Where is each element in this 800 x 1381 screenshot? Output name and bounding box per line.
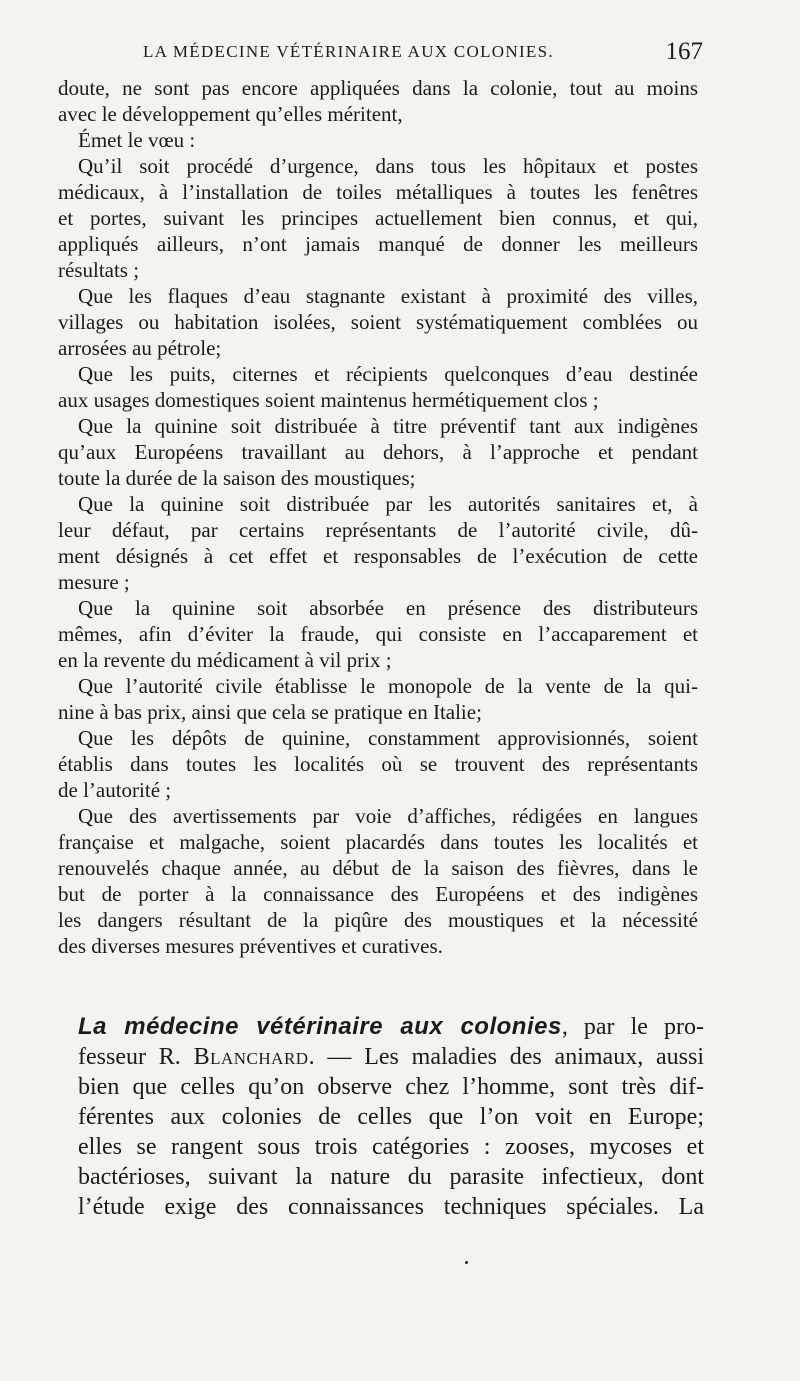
author-name: Blanchard [193, 1044, 309, 1070]
text-line: Que les flaques d’eau stagnante existant à proximité des villes, [78, 284, 698, 308]
section-line: l’étude exige des connaissances techniques spéciales. La [78, 1194, 704, 1220]
section-heading-line [78, 1012, 704, 1042]
text-line: renouvelés chaque année, au début de la saison des fièvres, dans le [58, 856, 698, 880]
text-line: leur défaut, par certains représentants de l’autorité civile, dû- [58, 518, 698, 542]
text-line: doute, ne sont pas encore appliquées dans la colonie, tout au moins [58, 76, 698, 100]
text-line: française et malgache, soient placardés dans toutes les localités et [58, 830, 698, 854]
text-line: Que la quinine soit distribuée par les autorités sanitaires et, à [78, 492, 698, 516]
text-line: établis dans toutes les localités où se trouvent des représentants [58, 752, 698, 776]
text-line: Que la quinine soit absorbée en présence des distributeurs [78, 596, 698, 620]
text-line: toute la durée de la saison des moustiques; [58, 466, 416, 490]
text-line: aux usages domestiques soient maintenus hermétiquement clos ; [58, 388, 599, 412]
text-line: médicaux, à l’installation de toiles métalliques à toutes les fenêtres [58, 180, 698, 204]
text-line: en la revente du médicament à vil prix ; [58, 648, 392, 672]
text-line: Que des avertissements par voie d’affiches, rédigées en langues [78, 804, 698, 828]
text-line: résultats ; [58, 258, 140, 282]
text-line: les dangers résultant de la piqûre des moustiques et la nécessité [58, 908, 698, 932]
text-line: avec le développement qu’elles méritent, [58, 102, 403, 126]
text-line: qu’aux Européens travaillant au dehors, à l’approche et pendant [58, 440, 698, 464]
text-line: Émet le vœu : [78, 128, 196, 152]
running-head: LA MÉDECINE VÉTÉRINAIRE AUX COLONIES. [143, 42, 554, 61]
text-line: mêmes, afin d’éviter la fraude, qui consiste en l’accaparement et [58, 622, 698, 646]
section-line: férentes aux colonies de celles que l’on voit en Europe; [78, 1104, 704, 1130]
page-header [143, 38, 703, 70]
text-line: mesure ; [58, 570, 130, 594]
text-line: ment désignés à cet effet et responsables de l’exécution de cette [58, 544, 698, 568]
text-line: nine à bas prix, ainsi que cela se pratique en Italie; [58, 700, 482, 724]
author-prefix: fesseur R. [78, 1044, 181, 1070]
text-line: but de porter à la connaissance des Européens et des indigènes [58, 882, 698, 906]
page-number: 167 [665, 38, 703, 65]
text-line: Que les dépôts de quinine, constamment approvisionnés, soient [78, 726, 698, 750]
section-line: elles se rangent sous trois catégories : zooses, mycoses et [78, 1134, 704, 1160]
section-title: La médecine vétérinaire aux colonies [78, 1013, 562, 1040]
text-line: Que l’autorité civile établisse le monopole de la vente de la qui- [78, 674, 698, 698]
author-line-rest: . — Les maladies des animaux, aussi [308, 1044, 705, 1070]
section-line: bien que celles qu’on observe chez l’homme, sont très dif- [78, 1074, 704, 1100]
text-line: Que la quinine soit distribuée à titre préventif tant aux indigènes [78, 414, 698, 438]
text-line: arrosées au pétrole; [58, 336, 222, 360]
section-line: bactérioses, suivant la nature du parasite infectieux, dont [78, 1164, 704, 1190]
text-line: Qu’il soit procédé d’urgence, dans tous les hôpitaux et postes [78, 154, 698, 178]
text-line: Que les puits, citernes et récipients quelconques d’eau destinée [78, 362, 698, 386]
section-title-tail: , par le pro- [561, 1014, 704, 1040]
section-author-line [78, 1042, 704, 1072]
text-line: et portes, suivant les principes actuellement bien connus, et qui, [58, 206, 698, 230]
text-line: appliqués ailleurs, n’ont jamais manqué de donner les meilleurs [58, 232, 698, 256]
text-line: des diverses mesures préventives et curatives. [58, 934, 443, 958]
ink-speck [465, 1261, 468, 1264]
text-line: villages ou habitation isolées, soient systématiquement comblées ou [58, 310, 698, 334]
text-line: de l’autorité ; [58, 778, 172, 802]
